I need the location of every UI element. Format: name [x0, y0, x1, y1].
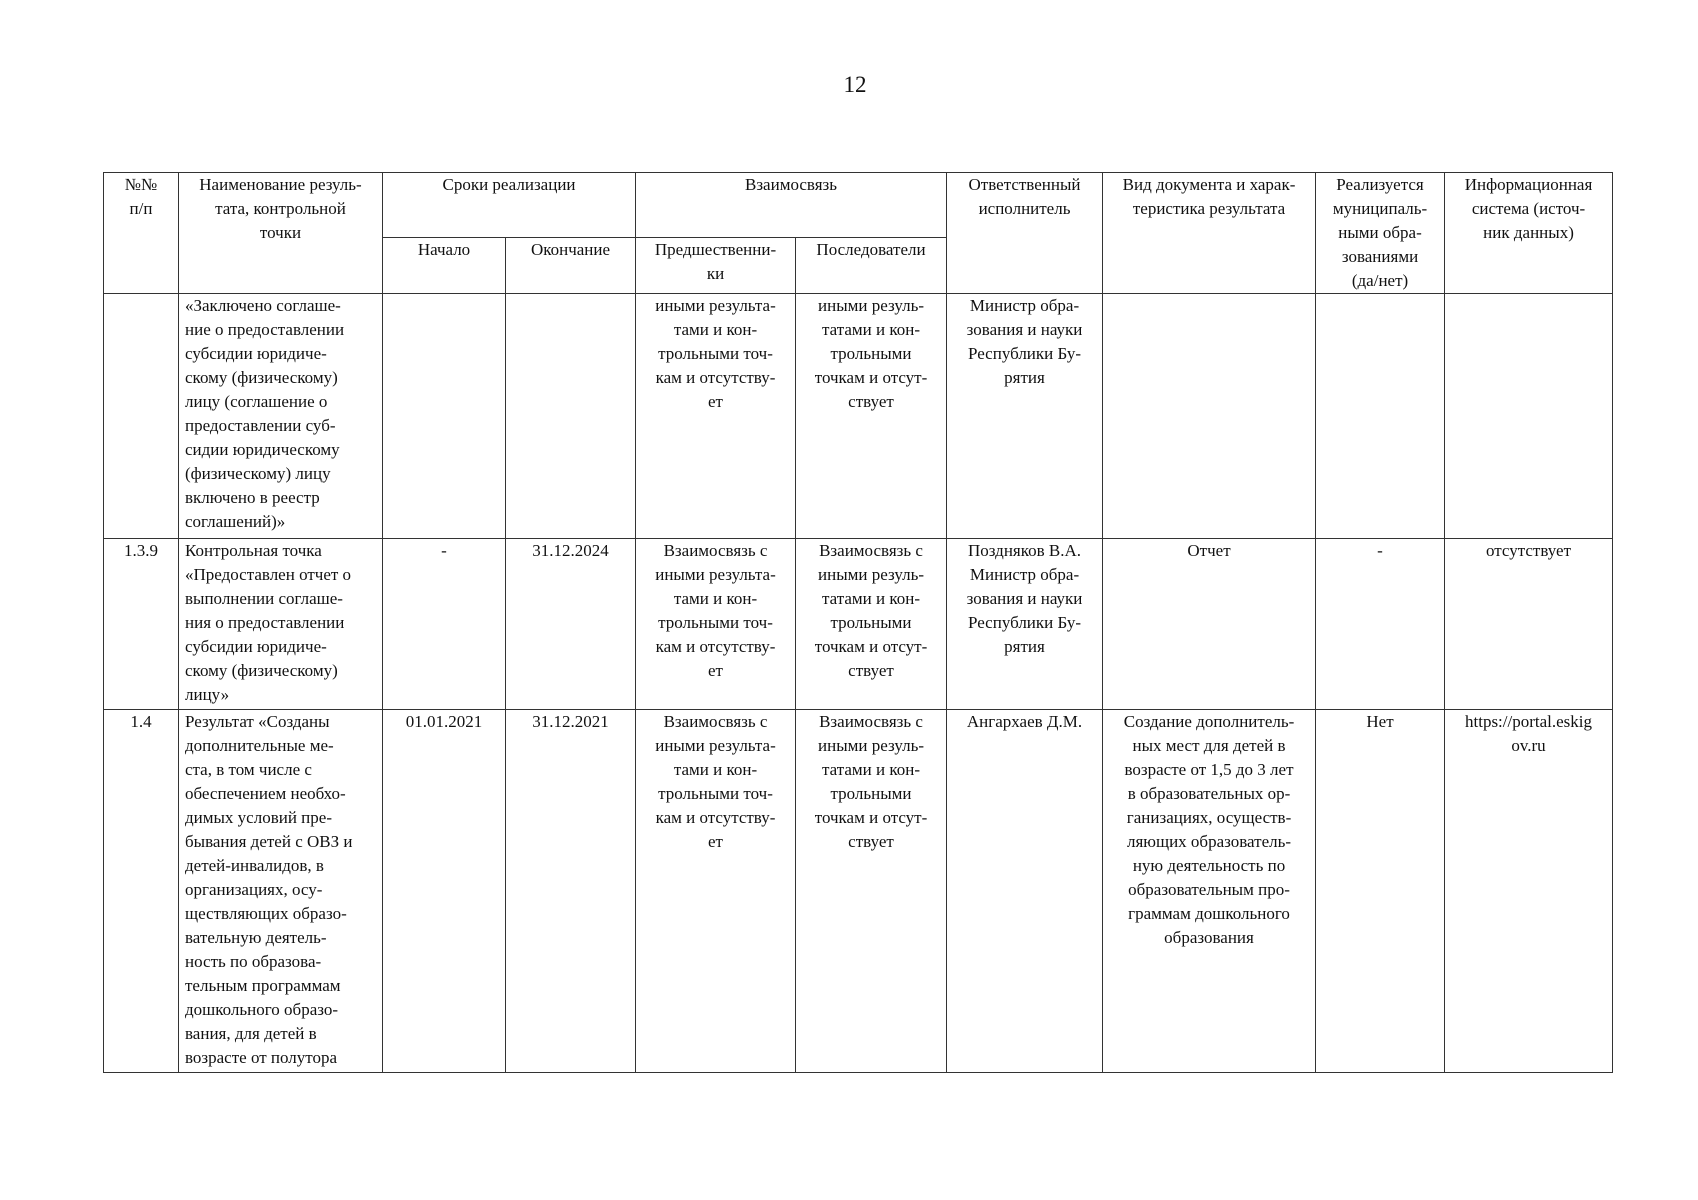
cell-successors: Взаимосвязь с иными резуль- татами и кон- трольными точкам и отсут- ствует	[796, 710, 947, 1073]
header-municipal: Реализуется муниципаль- ными обра- зованиями (да/нет)	[1316, 173, 1445, 294]
cell-end: 31.12.2024	[506, 539, 636, 710]
cell-municipal	[1316, 294, 1445, 539]
cell-municipal: -	[1316, 539, 1445, 710]
table-row	[104, 539, 1613, 710]
cell-end: 31.12.2021	[506, 710, 636, 1073]
cell-successors: иными резуль- татами и кон- трольными точкам и отсут- ствует	[796, 294, 947, 539]
header-terms: Сроки реализации	[383, 173, 636, 238]
cell-info-system	[1445, 294, 1613, 539]
cell-doc-type	[1103, 294, 1316, 539]
cell-responsible: Министр обра- зования и науки Республики Бу- рятия	[947, 294, 1103, 539]
cell-doc-type: Отчет	[1103, 539, 1316, 710]
header-end: Окончание	[506, 238, 636, 294]
header-predecessors: Предшественни- ки	[636, 238, 796, 294]
header-num: №№ п/п	[104, 173, 179, 294]
cell-num	[104, 294, 179, 539]
results-table	[103, 172, 1613, 1073]
cell-info-system: https://portal.eskig ov.ru	[1445, 710, 1613, 1073]
header-start: Начало	[383, 238, 506, 294]
table-row	[104, 294, 1613, 539]
cell-start: -	[383, 539, 506, 710]
header-successors: Последователи	[796, 238, 947, 294]
cell-name: Контрольная точка «Предоставлен отчет о выполнении соглаше- ния о предоставлении субсидии юридиче- скому (физическому) лицу»	[179, 539, 383, 710]
cell-name: «Заключено соглаше- ние о предоставлении субсидии юридиче- скому (физическому) лицу (соглашение о предоставлении суб- сидии юридическому (физическому) лицу включено в реестр соглашений)»	[179, 294, 383, 539]
cell-end	[506, 294, 636, 539]
cell-predecessors: Взаимосвязь с иными результа- тами и кон- трольными точ- кам и отсутству- ет	[636, 710, 796, 1073]
cell-info-system: отсутствует	[1445, 539, 1613, 710]
header-info-system: Информационная система (источ- ник данных)	[1445, 173, 1613, 294]
cell-responsible: Поздняков В.А. Министр обра- зования и науки Республики Бу- рятия	[947, 539, 1103, 710]
page-number: 12	[843, 72, 867, 97]
table-header	[104, 173, 1613, 294]
cell-start	[383, 294, 506, 539]
cell-start: 01.01.2021	[383, 710, 506, 1073]
cell-name: Результат «Созданы дополнительные ме- ста, в том числе с обеспечением необхо- димых условий пре- бывания детей с ОВЗ и детей-инвалидов, в организациях, осу- ществляющих образо- вательную деятель- ность по образова- тельным программам дошкольного образо- вания, для детей в возрасте от полутора	[179, 710, 383, 1073]
cell-predecessors: Взаимосвязь с иными результа- тами и кон- трольными точ- кам и отсутству- ет	[636, 539, 796, 710]
cell-predecessors: иными результа- тами и кон- трольными точ- кам и отсутству- ет	[636, 294, 796, 539]
header-doc-type: Вид документа и харак- теристика результата	[1103, 173, 1316, 294]
cell-doc-type: Создание дополнитель- ных мест для детей в возрасте от 1,5 до 3 лет в образовательных ор- ганизациях, осуществ- ляющих образователь- ную деятельность по образовательным про- граммам дошкольного образования	[1103, 710, 1316, 1073]
cell-successors: Взаимосвязь с иными резуль- татами и кон- трольными точкам и отсут- ствует	[796, 539, 947, 710]
cell-municipal: Нет	[1316, 710, 1445, 1073]
cell-num: 1.3.9	[104, 539, 179, 710]
table-row	[104, 710, 1613, 1073]
header-relation: Взаимосвязь	[636, 173, 947, 238]
header-name: Наименование резуль- тата, контрольной точки	[179, 173, 383, 294]
cell-num: 1.4	[104, 710, 179, 1073]
header-responsible: Ответственный исполнитель	[947, 173, 1103, 294]
cell-responsible: Ангархаев Д.М.	[947, 710, 1103, 1073]
